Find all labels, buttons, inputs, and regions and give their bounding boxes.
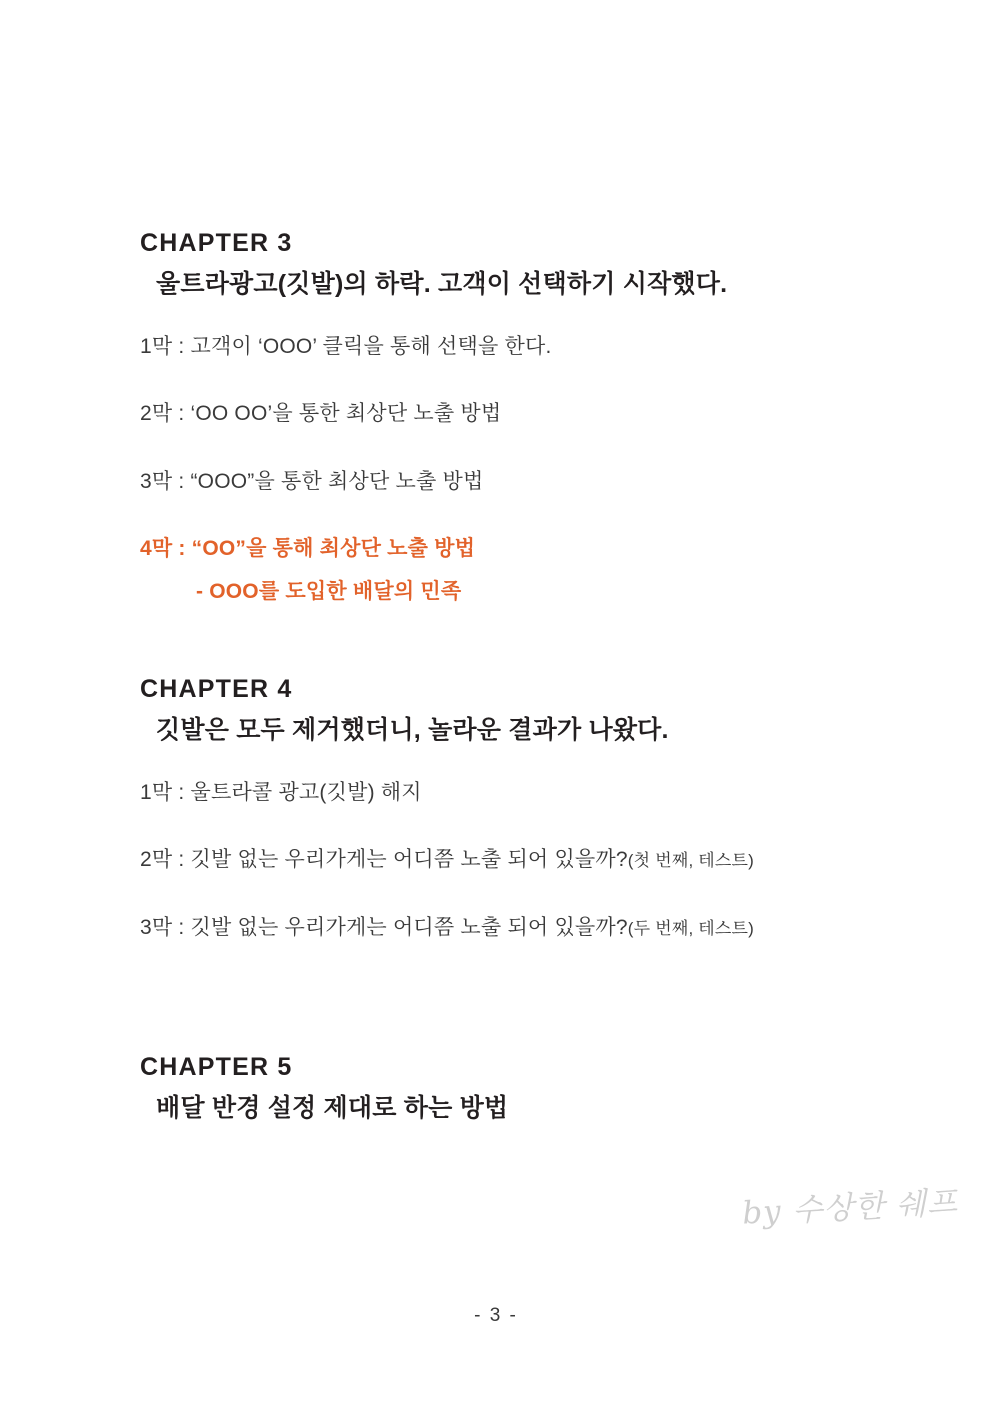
document-content — [140, 228, 880, 1126]
act-list — [140, 332, 880, 607]
chapter-title: 깃발은 모두 제거했더니, 놀라운 결과가 나왔다. — [156, 715, 669, 744]
chapter-label: CHAPTER 5 — [140, 1053, 293, 1081]
act-item — [140, 913, 880, 943]
chapter-block-4 — [140, 674, 880, 943]
act-item-text: 2막 : 깃발 없는 우리가게는 어디쯤 노출 되어 있을까? — [140, 848, 628, 872]
act-item: 1막 : 고객이 ‘OOO’ 클릭을 통해 선택을 한다. — [140, 334, 552, 358]
author-signature-watermark: by 수상한 쉐프 — [741, 1184, 959, 1232]
page-number: - 3 - — [474, 1305, 518, 1326]
act-item-subtext: - OOO를 도입한 배달의 민족 — [196, 579, 462, 603]
act-item-highlighted — [140, 534, 880, 607]
act-list — [140, 778, 880, 943]
chapter-label: CHAPTER 4 — [140, 674, 293, 703]
act-item — [140, 845, 880, 875]
act-item-note: (두 번째, 테스트) — [627, 918, 755, 938]
act-item-text: 4막 : “OO”을 통해 최상단 노출 방법 — [140, 537, 476, 561]
act-item: 1막 : 울트라콜 광고(깃발) 해지 — [140, 780, 422, 804]
act-item-note: (첫 번째, 테스트) — [627, 851, 755, 871]
section-spacer — [140, 644, 880, 674]
act-item: 3막 : “OOO”을 통한 최상단 노출 방법 — [140, 469, 484, 493]
act-item: 2막 : ‘OO OO’을 통한 최상단 노출 방법 — [140, 402, 502, 426]
chapter-label: CHAPTER 3 — [140, 229, 293, 257]
chapter-title: 울트라광고(깃발)의 하락. 고객이 선택하기 시작했다. — [156, 270, 728, 298]
chapter-title: 배달 반경 설정 제대로 하는 방법 — [156, 1094, 509, 1122]
act-item-text: 3막 : 깃발 없는 우리가게는 어디쯤 노출 되어 있을까? — [140, 915, 628, 939]
section-spacer — [140, 980, 880, 1052]
chapter-block-5 — [140, 1052, 880, 1126]
chapter-block-3 — [140, 228, 880, 607]
